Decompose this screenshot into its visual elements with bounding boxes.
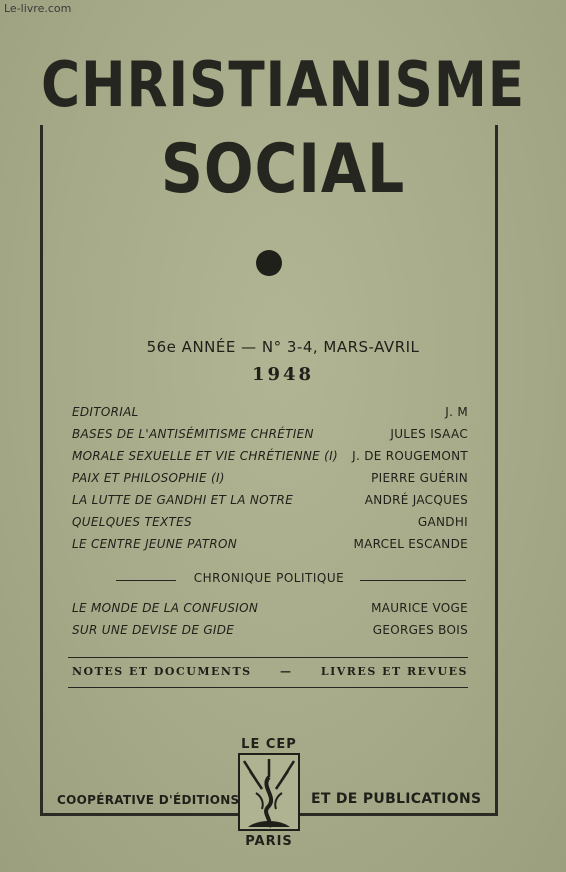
notes-left: NOTES ET DOCUMENTS [72,665,252,678]
list-item [72,427,468,447]
chronique-label: CHRONIQUE POLITIQUE [193,571,345,585]
entry-author: J. M [445,405,468,419]
entry-author: MAURICE VOGE [371,601,468,615]
logo-bottom-text: PARIS [245,834,293,849]
list-item [72,601,468,621]
vine-logo-icon [238,753,300,831]
list-item [72,623,468,643]
list-item [72,405,468,425]
entry-author: MARCEL ESCANDE [353,537,468,551]
list-item [72,471,468,491]
publisher-left: COOPÉRATIVE D'ÉDITIONS [57,793,240,807]
frame-right-line [495,125,498,815]
year: 1948 [251,364,315,385]
entry-author: JULES ISAAC [390,427,468,441]
title-line-2: SOCIAL [160,130,406,209]
entry-title: BASES DE L'ANTISÉMITISME CHRÉTIEN [72,427,314,441]
notes-line [72,665,468,678]
list-item [72,515,468,535]
logo-top-text: LE CEP [241,737,297,752]
list-item [72,537,468,557]
entry-title: LE CENTRE JEUNE PATRON [72,537,238,551]
bullet-dot-icon [256,250,282,276]
publisher-right: ET DE PUBLICATIONS [311,791,482,807]
notes-separator: — [279,665,293,678]
list-item [72,449,468,469]
entry-title: SUR UNE DEVISE DE GIDE [72,623,235,637]
issue-line: 56e ANNÉE — N° 3-4, MARS-AVRIL [146,338,420,356]
entry-title: LA LUTTE DE GANDHI ET LA NOTRE [72,493,294,507]
frame-left-line [40,125,43,815]
notes-rule-top [68,657,468,658]
entry-author: J. DE ROUGEMONT [352,449,468,463]
watermark: Le-livre.com [4,2,72,15]
title-line-1: CHRISTIANISME [40,48,526,121]
entry-author: ANDRÉ JACQUES [364,493,468,507]
entry-title: LE MONDE DE LA CONFUSION [72,601,259,615]
entry-author: PIERRE GUÉRIN [371,471,468,485]
list-item [72,493,468,513]
notes-right: LIVRES ET REVUES [320,665,468,678]
entry-author: GEORGES BOIS [372,623,468,637]
entry-author: GANDHI [417,515,468,529]
entry-title: PAIX ET PHILOSOPHIE (I) [72,471,225,485]
entry-title: MORALE SEXUELLE ET VIE CHRÉTIENNE (I) [72,449,338,463]
notes-rule-bottom [68,687,468,688]
entry-title: QUELQUES TEXTES [72,515,192,529]
entry-title: EDITORIAL [72,405,139,419]
